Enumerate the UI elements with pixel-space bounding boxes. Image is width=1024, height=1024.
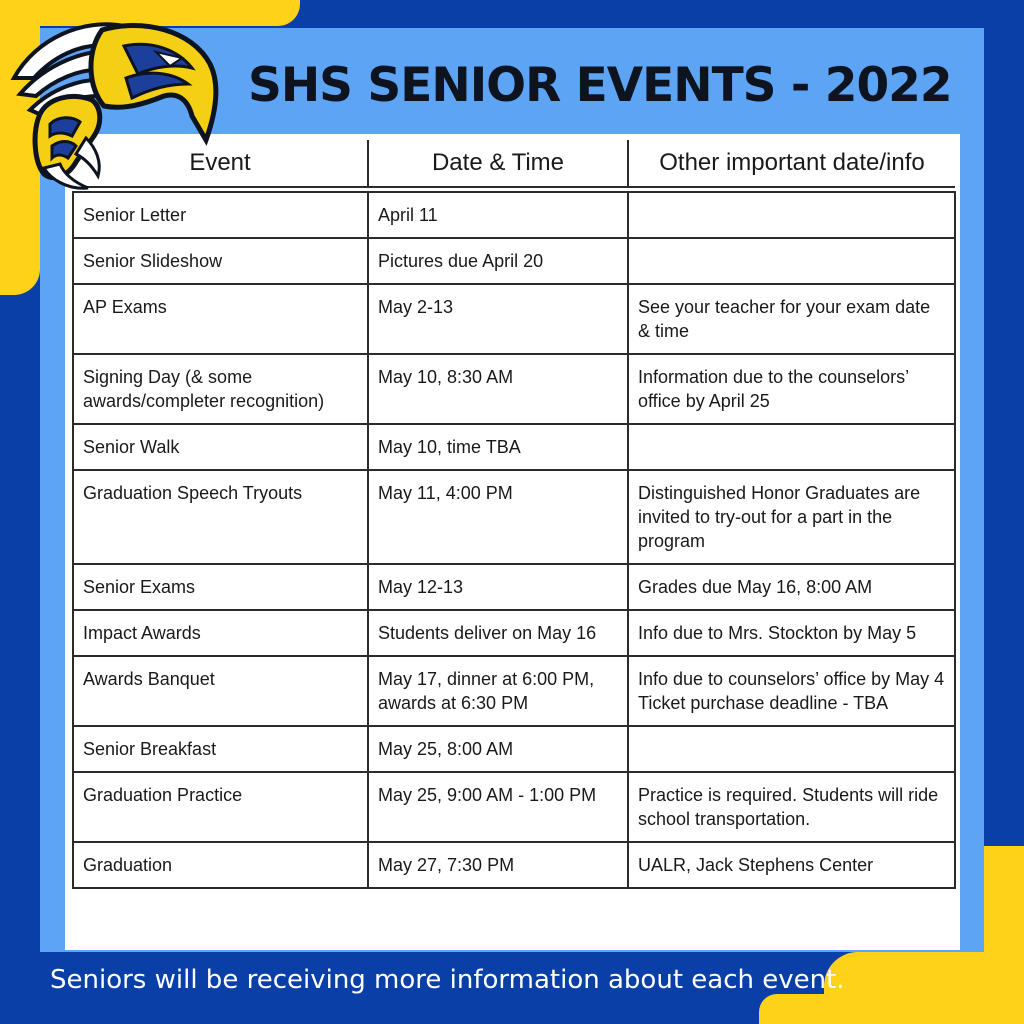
cell-date-time: Pictures due April 20 (368, 238, 628, 284)
cell-event: Signing Day (& some awards/completer recognition) (73, 354, 368, 424)
events-table (72, 140, 956, 889)
cell-event: Senior Slideshow (73, 238, 368, 284)
table-row (73, 238, 955, 284)
cell-event: Graduation Practice (73, 772, 368, 842)
cell-date-time: May 12-13 (368, 564, 628, 610)
table-row (73, 354, 955, 424)
cell-date-time: May 11, 4:00 PM (368, 470, 628, 564)
cell-other-info (628, 726, 955, 772)
cell-event: Senior Letter (73, 192, 368, 238)
table-row (73, 424, 955, 470)
cell-event: Senior Breakfast (73, 726, 368, 772)
cell-date-time: May 2-13 (368, 284, 628, 354)
cell-date-time: Students deliver on May 16 (368, 610, 628, 656)
table-row (73, 564, 955, 610)
cell-event: Awards Banquet (73, 656, 368, 726)
cell-other-info: Information due to the counselors’ office by April 25 (628, 354, 955, 424)
cell-other-info: Distinguished Honor Graduates are invited to try-out for a part in the program (628, 470, 955, 564)
table-row (73, 470, 955, 564)
header-other-info: Other important date/info (628, 140, 955, 187)
cell-date-time: May 10, 8:30 AM (368, 354, 628, 424)
cell-event: Senior Exams (73, 564, 368, 610)
cell-other-info: See your teacher for your exam date & time (628, 284, 955, 354)
table-row (73, 726, 955, 772)
cell-date-time: May 27, 7:30 PM (368, 842, 628, 888)
header-event: Event (73, 140, 368, 187)
cell-event: Senior Walk (73, 424, 368, 470)
cell-date-time: May 25, 8:00 AM (368, 726, 628, 772)
cell-other-info: Info due to counselors’ office by May 4 Ticket purchase deadline - TBA (628, 656, 955, 726)
cell-other-info: Info due to Mrs. Stockton by May 5 (628, 610, 955, 656)
corner-decoration (759, 994, 1024, 1024)
footer-note: Seniors will be receiving more information about each event. (50, 965, 845, 995)
page-title: SHS SENIOR EVENTS - 2022 (248, 58, 952, 113)
header-date-time: Date & Time (368, 140, 628, 187)
hornet-mascot-icon (6, 12, 226, 192)
cell-date-time: May 10, time TBA (368, 424, 628, 470)
cell-date-time: May 25, 9:00 AM - 1:00 PM (368, 772, 628, 842)
table-row (73, 842, 955, 888)
table-row (73, 656, 955, 726)
table-row (73, 772, 955, 842)
cell-other-info: UALR, Jack Stephens Center (628, 842, 955, 888)
cell-other-info (628, 238, 955, 284)
cell-event: Graduation (73, 842, 368, 888)
table-row (73, 192, 955, 238)
cell-other-info (628, 424, 955, 470)
cell-event: Impact Awards (73, 610, 368, 656)
table-row (73, 284, 955, 354)
cell-event: Graduation Speech Tryouts (73, 470, 368, 564)
cell-other-info: Practice is required. Students will ride school transportation. (628, 772, 955, 842)
cell-other-info (628, 192, 955, 238)
cell-event: AP Exams (73, 284, 368, 354)
cell-other-info: Grades due May 16, 8:00 AM (628, 564, 955, 610)
cell-date-time: April 11 (368, 192, 628, 238)
table-row (73, 610, 955, 656)
cell-date-time: May 17, dinner at 6:00 PM, awards at 6:30 PM (368, 656, 628, 726)
